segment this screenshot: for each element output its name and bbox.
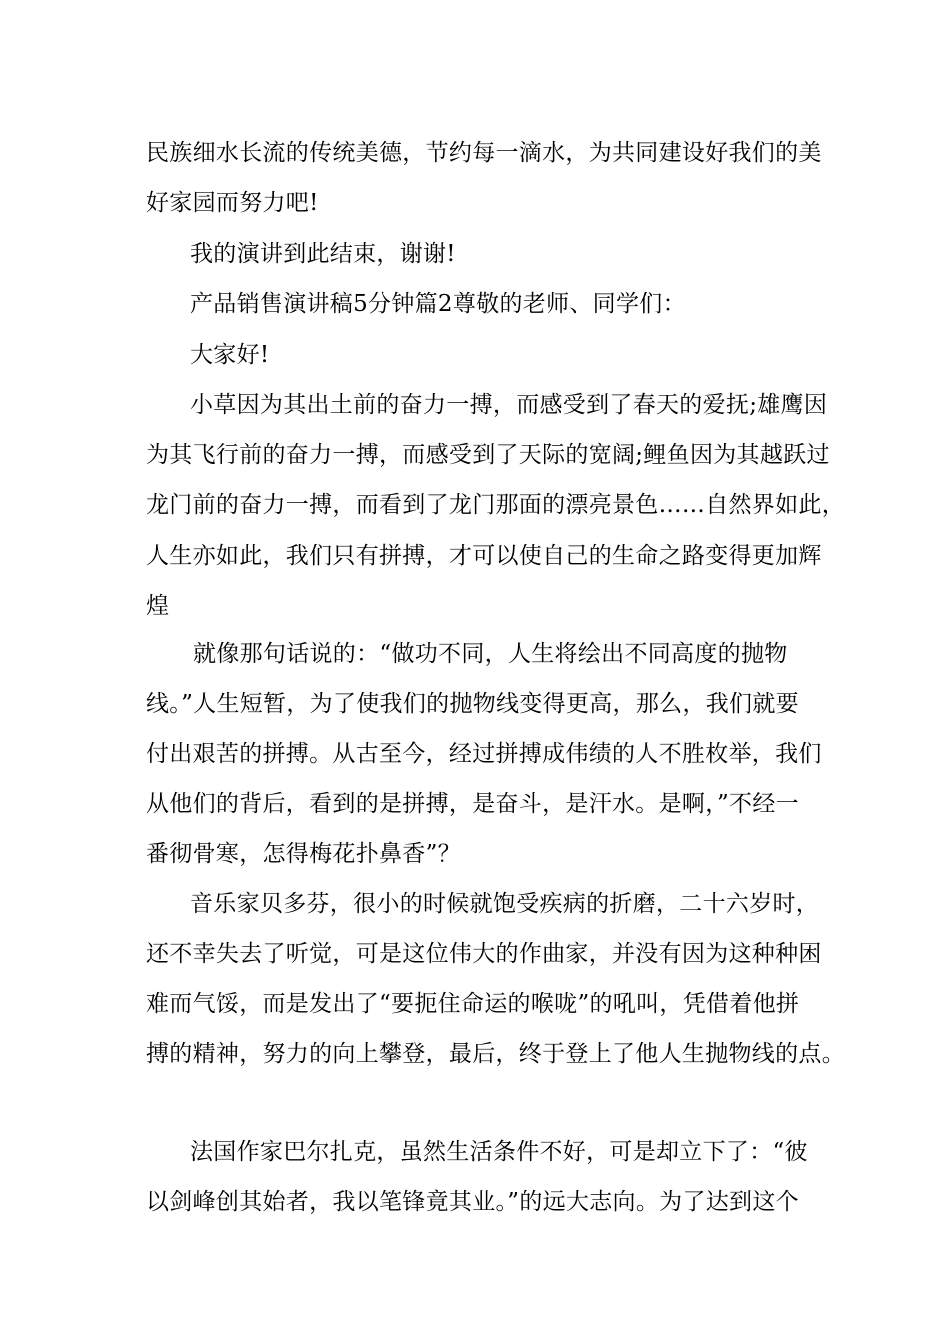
text-line: 小草因为其出土前的奋力一搏，而感受到了春天的爱抚;雄鹰因 xyxy=(190,392,828,418)
text-line: 我的演讲到此结束，谢谢! xyxy=(190,241,456,267)
text-line: 从他们的背后，看到的是拼搏，是奋斗，是汗水。是啊，”不经一 xyxy=(146,791,799,817)
text-line: 民族细水长流的传统美德，节约每一滴水，为共同建设好我们的美 xyxy=(146,140,822,166)
text-line: 搏的精神，努力的向上攀登，最后，终于登上了他人生抛物线的点。 xyxy=(146,1041,845,1067)
text-line: 为其飞行前的奋力一搏，而感受到了天际的宽阔;鲤鱼因为其越跃过 xyxy=(146,442,830,468)
text-line: 大家好! xyxy=(190,342,270,368)
text-line: 线。”人生短暂，为了使我们的抛物线变得更高，那么，我们就要 xyxy=(146,691,799,717)
text-line: 以剑峰创其始者，我以笔锋竟其业。”的远大志向。为了达到这个 xyxy=(146,1189,799,1215)
text-line: 番彻骨寒，怎得梅花扑鼻香”？ xyxy=(146,841,461,867)
text-line: 法国作家巴尔扎克，虽然生活条件不好，可是却立下了：“彼 xyxy=(190,1139,808,1165)
text-line: 龙门前的奋力一搏，而看到了龙门那面的漂亮景色……自然界如此， xyxy=(146,492,845,518)
text-line: 就像那句话说的：“做功不同，人生将绘出不同高度的抛物 xyxy=(193,641,788,667)
text-line: 煌 xyxy=(146,593,170,619)
text-line: 难而气馁，而是发出了“要扼住命运的喉咙”的吼叫，凭借着他拼 xyxy=(146,991,800,1017)
text-line: 音乐家贝多芬，很小的时候就饱受疾病的折磨，二十六岁时， xyxy=(190,891,820,917)
text-line: 人生亦如此，我们只有拼搏，才可以使自己的生命之路变得更加辉 xyxy=(146,543,822,569)
text-line: 付出艰苦的拼搏。从古至今，经过拼搏成伟绩的人不胜枚举，我们 xyxy=(146,741,822,767)
section-heading-line: 产品销售演讲稿5分钟篇2尊敬的老师、同学们： xyxy=(190,291,686,317)
text-line: 还不幸失去了听觉，可是这位伟大的作曲家，并没有因为这种种困 xyxy=(146,941,822,967)
text-line: 好家园而努力吧! xyxy=(146,190,319,216)
